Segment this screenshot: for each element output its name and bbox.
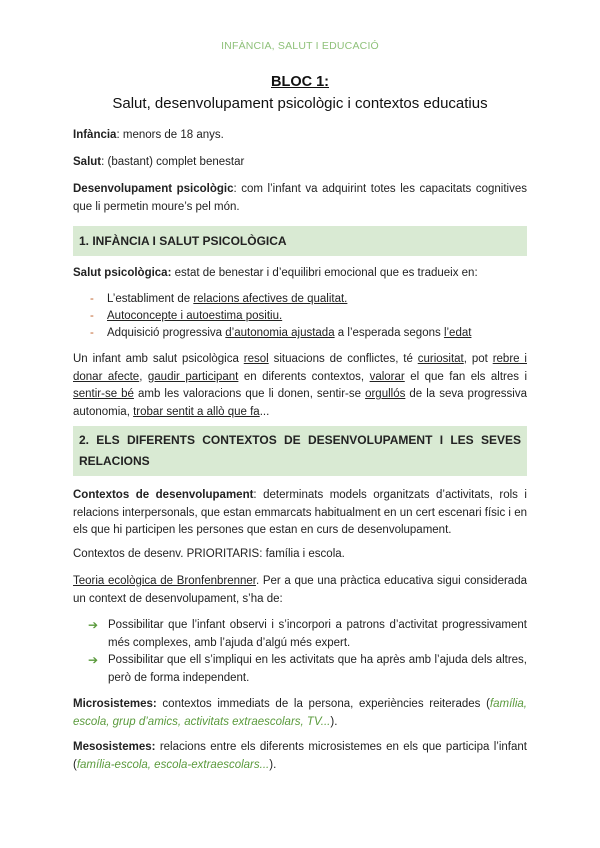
def-infancia: Infància: menors de 18 anys. xyxy=(73,129,224,141)
mesosistemes-def: Mesosistemes: relacions entre els diferents microsistemes en els que participa l’infant (família-escola, escola-extraescolars...). xyxy=(73,741,527,771)
salut-paragraph: Un infant amb salut psicològica resol situacions de conflictes, té curiositat, pot rebre i donar afecte, gaudir participant en diferents contextos, valorar el que fan els altres i sentir-se bé amb les valoracions que li donen, sentir-se orgullós de la seva progressiva autonomia, trobar sentit a allò que fa... xyxy=(73,353,528,418)
contextos-prioritaris: Contextos de desenv. PRIORITARIS: família i escola. xyxy=(73,548,345,560)
arrow-list-item: ➔ Possibilitar que ell s’impliqui en les activitats que ha après amb l’ajuda dels altres, però de forma independent. xyxy=(88,653,527,684)
arrow-right-icon: ➔ xyxy=(88,653,99,667)
arrow-right-icon: ➔ xyxy=(88,618,99,632)
def-term: Salut xyxy=(73,156,102,168)
def-term: Infància xyxy=(73,129,117,141)
section-heading-1: 1. INFÀNCIA I SALUT PSICOLÒGICA xyxy=(73,226,527,256)
def-salut: Salut: (bastant) complet benestar xyxy=(73,156,245,168)
bloc-subtitle: Salut, desenvolupament psicològic i contextos educatius xyxy=(112,95,488,112)
arrow-list-item: ➔ Possibilitar que l’infant observi i s’incorpori a patrons d’activitat progressivament més complexes, amb l’ajuda d’algú més expert. xyxy=(88,618,527,649)
salut-psicologica-def: Salut psicològica: estat de benestar i d’equilibri emocional que es tradueix en: xyxy=(73,267,478,279)
bloc-title: BLOC 1: xyxy=(271,74,329,90)
teoria-ecologica: Teoria ecològica de Bronfenbrenner. Per a que una pràctica educativa sigui considerada un context de desenvolupament, s’ha de: xyxy=(73,575,527,605)
section-heading-2: 2. ELS DIFERENTS CONTEXTOS DE DESENVOLUPAMENT I LES SEVES RELACIONS xyxy=(73,426,527,476)
def-term: Desenvolupament psicològic xyxy=(73,183,234,195)
def-desenvolupament: Desenvolupament psicològic: com l’infant va adquirint totes les capacitats cognitives que li permetin moure’s pel món. xyxy=(73,183,528,213)
running-header: INFÀNCIA, SALUT I EDUCACIÓ xyxy=(221,40,379,52)
contextos-def: Contextos de desenvolupament: determinats models organitzats d’activitats, rols i relacions interpersonals, que estan emmarcats habitualment en un cert escenari físic i en els que hi participen les persones que estan en curs de desenvolupament. xyxy=(73,489,527,536)
microsistemes-def: Microsistemes: contextos immediats de la persona, experiències reiterades (família, escola, grup d’amics, activitats extraescolars, TV...). xyxy=(73,698,527,728)
